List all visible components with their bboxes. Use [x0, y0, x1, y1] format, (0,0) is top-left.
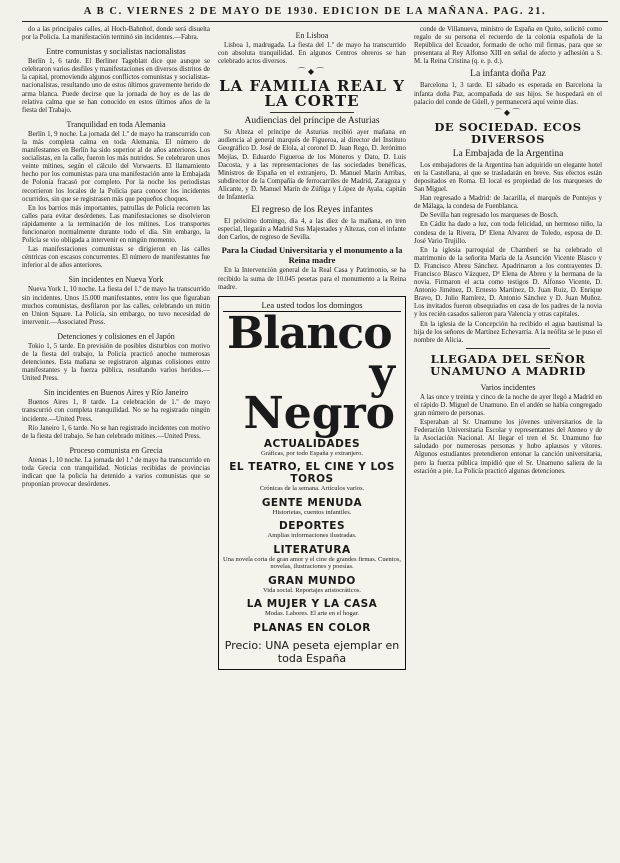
article-paragraph: Tokio 1, 5 tarde. En previsión de posibles disturbios con motivo de la fiesta del trabajo, la Policía practicó anoche numerosas detenciones. Esta mañana se registraron algunas colisiones entre manifestantes y la fuerza pública, resultando varios heridos.—United Press. [22, 342, 210, 383]
ad-section-desc: Vida social. Reportajes aristocráticos. [263, 586, 361, 594]
ad-price: Precio: UNA peseta ejemplar en toda España [224, 638, 400, 665]
ad-section: DEPORTES [278, 520, 346, 533]
article-paragraph: Atenas 1, 10 noche. La jornada del 1.º de mayo ha transcurrido en toda Grecia con tranquilidad. Noticias recibidas de provincias indican que la policía ha detenido a varios comunistas que se proponían provocar desórdenes. [22, 456, 210, 489]
column-3 [414, 26, 602, 862]
ad-lead: Lea usted todos los domingos [223, 301, 401, 312]
columns [22, 26, 608, 862]
article-heading: Para la Ciudad Universitaria y el monumento a la Reina madre [221, 245, 403, 265]
article-paragraph: conde de Villanueva, ministro de España en Quito, solicitó como regalo de su persona el recuerdo de la colonia española de la República del Ecuador, formado de ocho mil firmas, para que se presentara al Rey Alfonso XIII en señal de afecto y adhesión a S. M. la Reina Cristina (q. e. p. d.). [414, 26, 602, 66]
article-paragraph: Berlín 1, 9 noche. La jornada del 1.º de mayo ha transcurrido con la más completa calma en toda Alemania. El número de manifestantes en Berlín ha sido superior al de años anteriores. Los socialistas, en la calle, fueron los más nutridos. Se celebraron unos veinte mítines, según el cálculo del Vorwaerts. El llamamiento hecho por los comunistas para una manifestación ante la Embajada de Polonia fracasó por completo. Por la noche los periodistas recorrieron los locales de la Policía para conocer los incidentes ocurridos, sin que se registrasen más que pequeños choques. [22, 130, 210, 203]
article-paragraph: En la iglesia de la Concepción ha recibido el agua bautismal la hija de los señores de Martínez Echevarría. A la neófita se le puso el nombre de Alicia. [414, 320, 602, 344]
column-2 [218, 26, 406, 862]
article-heading: El regreso de los Reyes infantes [251, 205, 373, 216]
article-paragraph: Las manifestaciones comunistas se dirigieron en las calles céntricas con escasos concurrentes. El número de manifestantes fue inferior al de años anteriores. [22, 246, 210, 270]
article-heading: Varios incidentes [480, 382, 536, 392]
article-paragraph: Han regresado a Madrid: de Jacarilla, el marqués de Pontejos y de Málaga, la condesa de Fuenblanca. [414, 195, 602, 211]
article-heading: Detenciones y colisiones en el Japón [57, 331, 175, 341]
article-paragraph: Nueva York 1, 10 noche. La fiesta del 1.º de mayo ha transcurrido sin incidentes. Unos 15.000 manifestantes, entre los que figuraban muchos comunistas, desfilaron por las calles, celebrando un mitin en Union Square. La Policía, sin embargo, no tuvo necesidad de intervenir.—Associated Press. [22, 286, 210, 326]
article-heading: La infanta doña Paz [470, 69, 546, 80]
divider [270, 112, 355, 113]
article-paragraph: En Cádiz ha dado a luz, con toda felicidad, un hermoso niño, la condesa de la Rivera, Dª Elena Alvarez de Toledo, esposa de D. José Vario Trujillo. [414, 221, 602, 245]
ad-section-desc: Modas. Labores. El arte en el hogar. [264, 610, 360, 618]
article-paragraph: En los barrios más importantes, patrullas de Policía recorren las calles para evitar desórdenes. Las manifestaciones se disolvieron rápidamente a la terminación de los mítines. Los transportes funcionaron normalmente durante todo el día. Sin embargo, la Policía se vio obligada a intervenir en ningún momento. [22, 204, 210, 245]
ad-section: GENTE MENUDA [261, 496, 363, 509]
article-paragraph: Río Janeiro 1, 6 tarde. No se han registrado incidentes con motivo de la fiesta del trabajo. Se han celebrado mítines.—United Press. [22, 424, 210, 440]
article-paragraph: Esperaban al Sr. Unamuno los jóvenes universitarios de la Federación Universitaria Escolar y representantes del Ateneo y de la Asociación Nacional. Al llegar el tren el Sr. Unamuno fue saludado por numerosas personas y hubo aplausos y vítores. Algunos estudiantes pretendieron entonar la canción universitaria, pero la fuerza pública impidió que el Sr. Unamuno saliera de la estación a pie. La Policía practicó algunas detenciones. [414, 419, 602, 475]
ornament-divider: ⌒◆⌒ [297, 67, 327, 77]
ad-section-desc: Amplias informaciones ilustradas. [267, 532, 357, 540]
article-paragraph: Los embajadores de la Argentina han adquirido un elegante hotel en la Castellana, al que se trasladarán en breve. Sus efectos están depositados en Roma. El local es propiedad de los marqueses de San Miguel. [414, 161, 602, 194]
ad-section-desc: Crónicas de la semana. Artículos varios. [259, 485, 365, 493]
article-paragraph: El próximo domingo, día 4, a las diez de la mañana, en tren especial, llegarán a Madrid Sus Majestades y Altezas, con el infante don Carlos, de regreso de Sevilla. [218, 218, 406, 242]
page-header: A B C. VIERNES 2 DE MAYO DE 1930. EDICION DE LA MAÑANA. PAG. 21. [22, 6, 608, 22]
ad-section-desc: Una novela corta de gran amor y el cine de grandes firmas. Cuentos, novelas, ilustraciones y poesías. [223, 555, 401, 571]
article-paragraph: Buenos Aires 1, 8 tarde. La celebración de 1.º de mayo transcurrió con completa tranquilidad. No se ha registrado ningún incidente.—United Press. [22, 399, 210, 423]
article-paragraph: De Sevilla han regresado los marqueses de Bosch. [420, 212, 559, 220]
ad-section-desc: Historietas, cuentos infantiles. [272, 508, 352, 516]
section-title: DE SOCIEDAD. ECOS DIVERSOS [434, 119, 582, 147]
section-title: LA FAMILIA REAL Y LA CORTE [219, 77, 405, 111]
article-paragraph: Barcelona 1, 3 tarde. El sábado es esperada en Barcelona la infanta doña Paz, acompañada de sus hijos. Se hospedará en el palacio del conde de Güell, y permanecerá aquí veinte días. [414, 82, 602, 106]
article-paragraph: En la iglesia parroquial de Chamberí se ha celebrado el matrimonio de la señorita María de la Asunción Vicente Blasco y D. Francisco Abreu Sánchez. Apadrinaron a los contrayentes D. Francisco Blasco Vázquez, Dª Elena de Abreu y la hermana de la novia. Firmaron el acta como testigos D. Alfonso Vicente, D. Antonio Jiménez, D. Ernesto Martínez, D. Juan Ruiz, D. Enrique Bravo, D. Julio Ramírez, D. Antonio Sánchez y D. Juan Muñoz. Los invitados fueron obsequiados en casa de los padres de la novia y los recién casados salieron para Valencia y otras capitales. [414, 246, 602, 319]
article-heading: Audiencias del príncipe de Asturias [244, 116, 380, 127]
ad-section: LA MUJER Y LA CASA [246, 598, 378, 611]
ornament-divider: ⌒◆⌒ [493, 107, 523, 117]
article-paragraph: Su Alteza el príncipe de Asturias recibió ayer mañana en audiencia al general marqués de Figueroa, al director del Instituto Geográfico D. José de Elola, al coronel D. Juan Rego, D. Jerónimo Mejías, D. Eduardo Figueroa de los Moneros y Dato, D. Luis Dacosta, y a las representaciones de las sociedades benéficas, Ministros de España en el extranjero, D. Manuel Marín Arribas, subdirector de la Compañía de ferrocarriles de Madrid, Zaragoza y Alicante, y D. Manuel Marín de Zúñiga y López de Ayala, capitán de Infantería. [218, 129, 406, 202]
ad-section: EL TEATRO, EL CINE Y LOS TOROS [229, 461, 395, 486]
article-heading: La Embajada de la Argentina [452, 148, 564, 159]
ad-section: ACTUALIDADES [263, 437, 361, 450]
section-title: LLEGADA DEL SEÑOR UNAMUNO A MADRID [430, 351, 586, 379]
ad-logo-y-negro: y Negro [243, 347, 395, 439]
article-heading: Sin incidentes en Nueva York [68, 275, 164, 285]
article-paragraph: Berlín 1, 6 tarde. El Berliner Tageblatt dice que aunque se celebraron varios desfiles y manifestaciones en diversos distritos de la capital, promoviendo algunos conflictos comunistas y socialistas-nacionalistas, resultando uno de estos últimos gravemente herido de arma blanca. Puede decirse que la jornada de hoy es de las de relativa calma que se han conocido en estos últimos años de la fiesta del Trabajo. [22, 58, 210, 114]
article-heading: Sin incidentes en Buenos Aires y Río Janeiro [43, 388, 189, 398]
article-paragraph: Lisboa 1, madrugada. La fiesta del 1.º de mayo ha transcurrido con absoluta tranquilidad. En algunos Centros obreros se han celebrado actos diversos. [218, 42, 406, 66]
article-paragraph: A las once y treinta y cinco de la noche de ayer llegó a Madrid en el rápido D. Miguel de Unamuno. En el andén se había congregado gran número de personas. [414, 393, 602, 417]
blanco-y-negro-advertisement [218, 296, 406, 670]
column-1 [22, 26, 210, 862]
article-paragraph: do a las principales calles, al Hoch-Bahnhof, donde será disuelta por la Policía. La manifestación terminó sin incidentes.—Fabra. [22, 26, 210, 42]
ad-section: PLANAS EN COLOR [253, 621, 371, 634]
ad-section-desc: Gráficas, por todo España y extranjero. [261, 449, 363, 457]
article-heading: Entre comunistas y socialistas nacionalistas [46, 47, 186, 57]
article-paragraph: En la Intervención general de la Real Casa y Patrimonio, se ha recibido la suma de 10.045 pesetas para el monumento a la Reina madre. [218, 267, 406, 291]
ad-logo-blanco: Blanco [227, 307, 392, 359]
ad-section: GRAN MUNDO [268, 574, 356, 587]
article-heading: Proceso comunista en Grecia [69, 445, 163, 455]
ad-section: LITERATURA [273, 543, 351, 556]
article-heading: En Lisboa [295, 31, 329, 40]
divider [466, 348, 551, 349]
article-heading: Tranquilidad en toda Alemania [66, 119, 166, 129]
